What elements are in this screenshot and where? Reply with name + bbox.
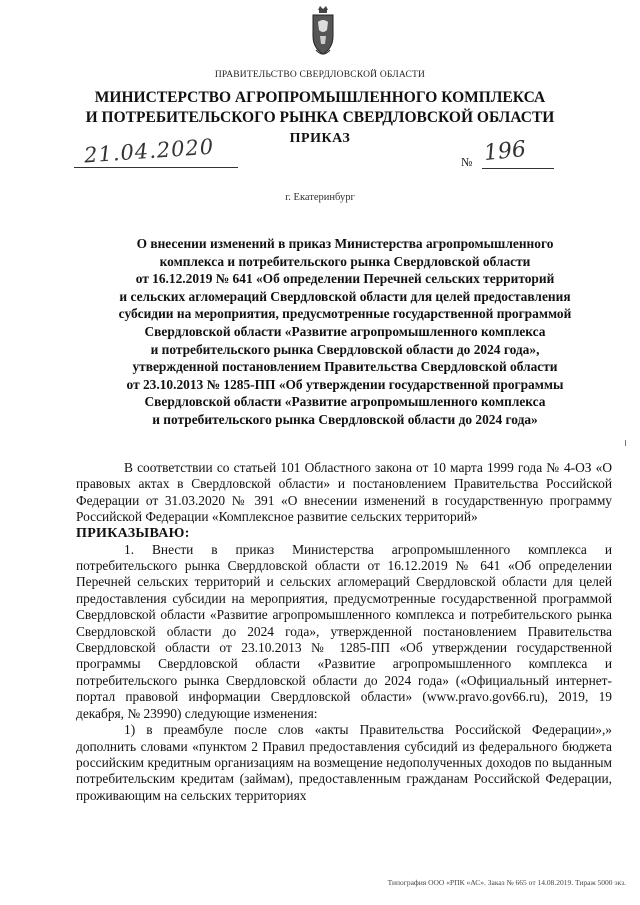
title-line: комплекса и потребительского рынка Свердловской области: [159, 253, 531, 269]
title-line: субсидии на мероприятия, предусмотренные государственной программой: [118, 306, 572, 322]
title-line: и сельских агломераций Свердловской области для целей предоставления: [119, 288, 571, 304]
ministry-line-1: МИНИСТЕРСТВО АГРОПРОМЫШЛЕННОГО КОМПЛЕКСА: [94, 89, 546, 106]
title-line: утвержденной постановлением Правительства Свердловской области: [132, 359, 558, 375]
title-line: и потребительского рынка Свердловской области до 2024 года»: [152, 411, 538, 427]
title-line: от 16.12.2019 № 641 «Об определении Перечней сельских территорий: [135, 271, 555, 287]
ministry-name: [0, 88, 640, 128]
document-type: ПРИКАЗ: [289, 131, 351, 146]
city: г. Екатеринбург: [285, 192, 355, 203]
title-line: Свердловской области «Развитие агропромышленного комплекса: [144, 394, 546, 410]
handwritten-number: 196: [482, 136, 528, 167]
orders-word: ПРИКАЗЫВАЮ:: [76, 525, 190, 541]
title-line: от 23.10.2013 № 1285-ПП «Об утверждении государственной программы: [126, 376, 564, 392]
title-line: и потребительского рынка Свердловской области до 2024 года»,: [150, 341, 540, 357]
title-line: Свердловской области «Развитие агропромышленного комплекса: [144, 323, 546, 339]
order-title: [95, 235, 595, 429]
handwritten-date: 21.04.2020: [83, 134, 215, 168]
number-label: №: [461, 155, 473, 169]
scan-mark: [625, 440, 626, 446]
title-line: О внесении изменений в приказ Министерства агропромышленного: [136, 236, 554, 251]
preamble-paragraph: В соответствии со статьей 101 Областного закона от 10 марта 1999 года № 4-ОЗ «О правовых актах в Свердловской области» и постановлением Правительства Российской Федерации от 31.03.2020 № 391 «О внесении изменений в государственную программу Российской Федерации «Комплексное развитие сельских территорий»: [76, 460, 612, 525]
coat-of-arms-icon: [310, 6, 336, 60]
document-body: [76, 460, 612, 804]
printer-imprint: Типография ООО «РПК «АС». Заказ № 665 от 14.08.2019. Тираж 5000 экз.: [387, 878, 626, 887]
government-name: ПРАВИТЕЛЬСТВО СВЕРДЛОВСКОЙ ОБЛАСТИ: [214, 70, 426, 80]
item-1-paragraph: 1. Внести в приказ Министерства агропромышленного комплекса и потребительского рынка Свердловской области от 16.12.2019 № 641 «Об определении Перечней сельских территорий и сельских агломераций Свердловской области для целей предоставления субсидии на мероприятия, предусмотренные государственной программой Свердловской области «Развитие агропромышленного комплекса и потребительского рынка Свердловской области до 2024 года», утвержденной постановлением Правительства Свердловской области от 23.10.2013 № 1285-ПП «Об утверждении государственной программы Свердловской области «Развитие агропромышленного комплекса и потребительского рынка Свердловской области до 2024 года» («Официальный интернет-портал правовой информации Свердловской области» (www.pravo.gov66.ru), 2019, 19 декабря, № 23990) следующие изменения:: [76, 541, 612, 721]
subitem-1-paragraph: 1) в преамбуле после слов «акты Правительства Российской Федерации»,» дополнить словами «пунктом 2 Правил предоставления субсидий из федерального бюджета российским кредитным организациям на возмещение недополученных доходов по выданным потребительским кредитам (займам), предоставленным гражданам Российской Федерации, проживающим на сельских территориях: [76, 722, 612, 803]
ministry-line-2: И ПОТРЕБИТЕЛЬСКОГО РЫНКА СВЕРДЛОВСКОЙ ОБЛАСТИ: [85, 109, 555, 126]
